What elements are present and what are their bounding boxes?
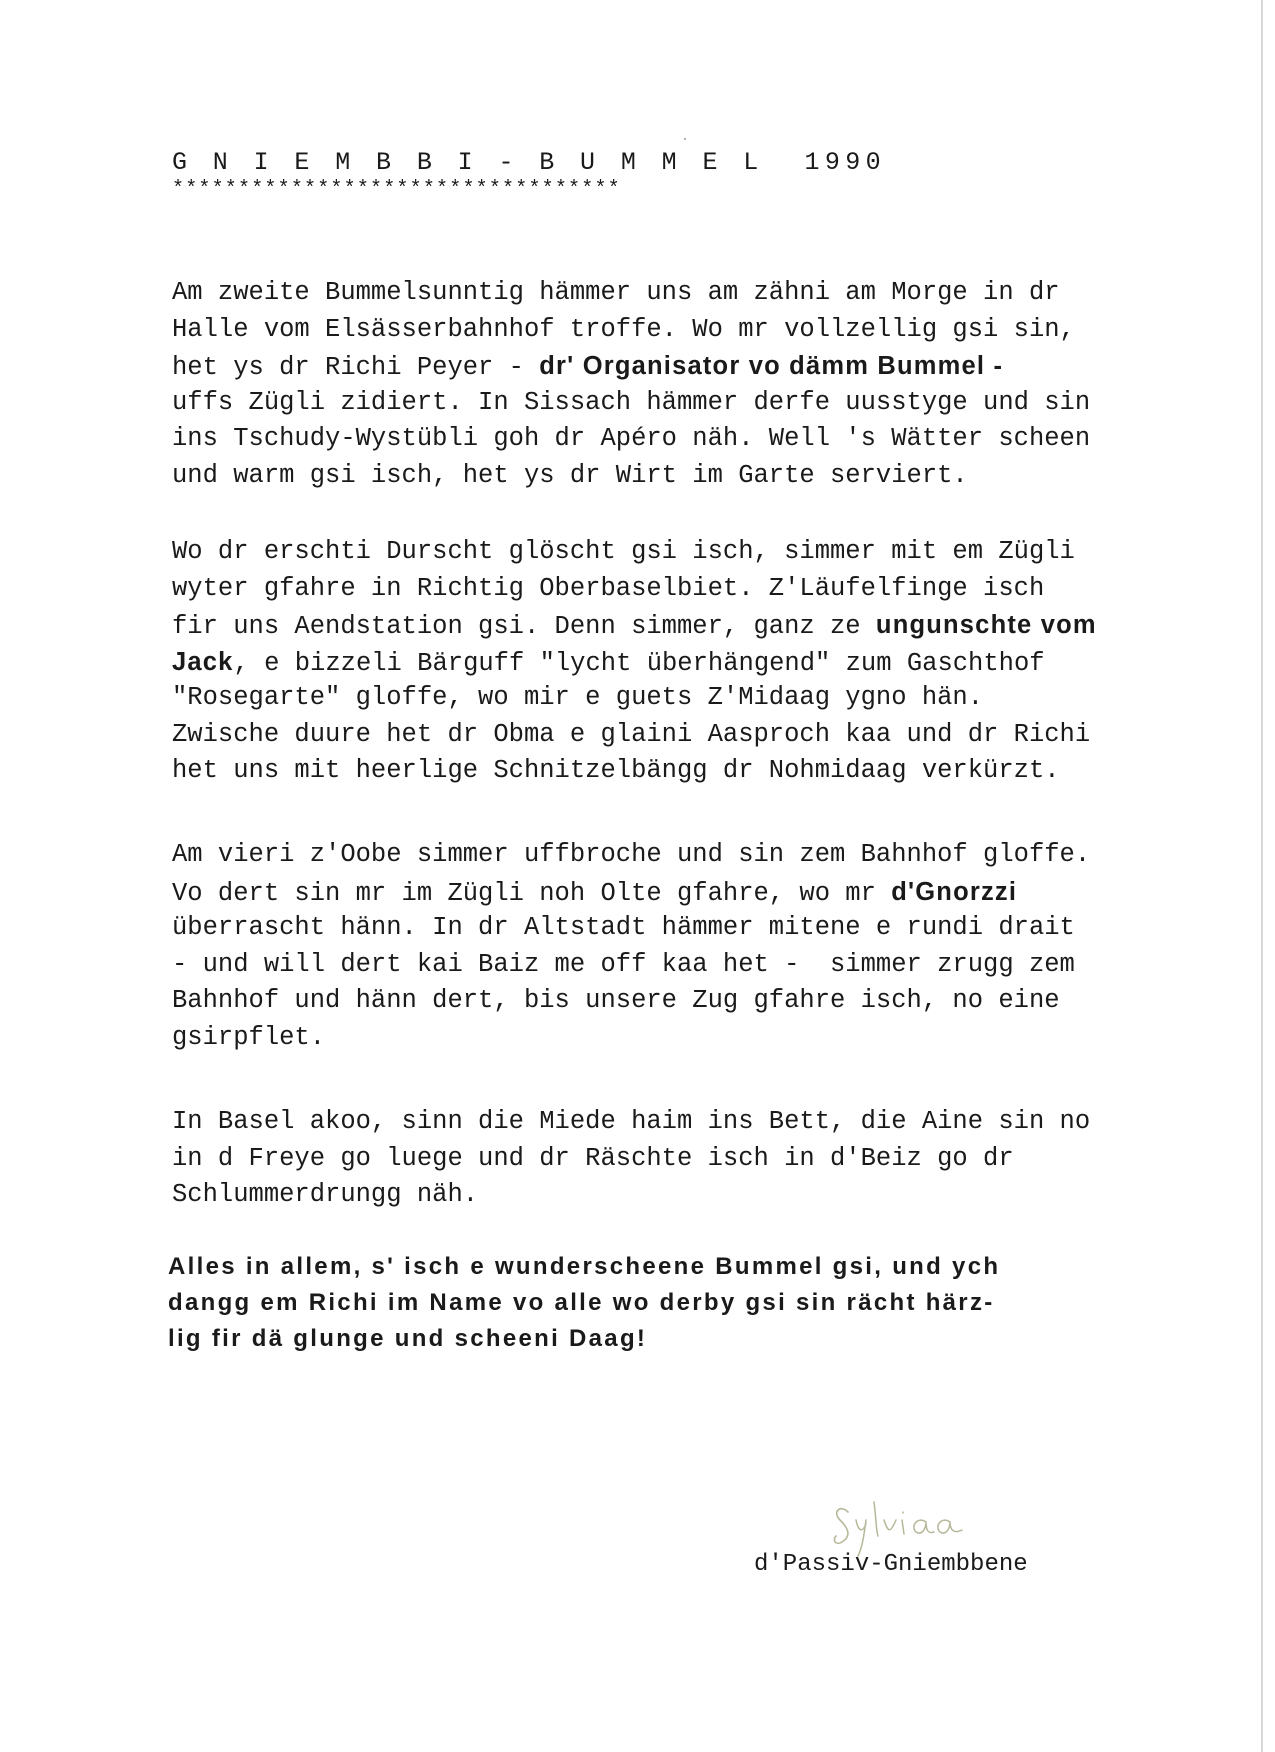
- text-run: - und will dert kai Baiz me off kaa het - simmer zrugg zem: [172, 949, 1075, 979]
- text-run: In Basel akoo, sinn die Miede haim ins Bett, die Aine sin no: [172, 1107, 1091, 1136]
- handwritten-signature: [830, 1490, 970, 1560]
- body-line: [172, 315, 1075, 345]
- text-run: Am vieri z'Oobe simmer uffbroche und sin zem Bahnhof gloffe.: [172, 840, 1091, 869]
- body-line: [172, 574, 1044, 604]
- text-run: in d Freye go luege und dr Räschte isch in d'Beiz go dr: [172, 1143, 1014, 1173]
- paper-speck: [684, 138, 686, 140]
- text-run: Schlummerdrungg näh.: [172, 1180, 479, 1209]
- bold-text-run: d'Gnorzzi: [891, 877, 1018, 906]
- body-line: [172, 1144, 1014, 1174]
- title-underline-stars: **********************************: [172, 178, 621, 201]
- text-run: Am zweite Bummelsunntig hämmer uns am zähni am Morge in dr: [172, 278, 1060, 307]
- text-run: fir uns Aendstation gsi. Denn simmer, ganz ze: [172, 612, 876, 641]
- text-run: "Rosegarte" gloffe, wo mir e guets Z'Midaag ygno hän.: [172, 683, 984, 712]
- body-line: [172, 683, 983, 713]
- body-line: [172, 424, 1090, 454]
- text-run: het uns mit heerlige Schnitzelbängg dr Nohmidaag verkürzt.: [172, 756, 1060, 785]
- text-run: ins Tschudy-Wystübli goh dr Apéro näh. Well 's Wätter scheen: [172, 424, 1091, 453]
- text-run: überrascht hänn. In dr Altstadt hämmer mitene e rundi drait: [172, 913, 1075, 942]
- body-line: [172, 913, 1075, 943]
- body-line: [172, 388, 1090, 418]
- text-run: wyter gfahre in Richtig Oberbaselbiet. Z'Läufelfinge isch: [172, 573, 1045, 603]
- body-line: [172, 756, 1060, 786]
- text-run: Bahnhof und hänn dert, bis unsere Zug gfahre isch, no eine: [172, 986, 1060, 1015]
- body-line: [172, 351, 1003, 383]
- body-line: [172, 537, 1075, 567]
- text-run: het ys dr Richi Peyer -: [172, 353, 540, 382]
- body-line: [172, 461, 968, 491]
- text-run: Wo dr erschti Durscht glöscht gsi isch, simmer mit em Zügli: [172, 537, 1075, 566]
- body-line: [172, 647, 1045, 679]
- text-run: Zwische duure het dr Obma e glaini Aasproch kaa und dr Richi: [172, 719, 1091, 749]
- body-line: [172, 840, 1090, 870]
- body-line: [172, 1023, 325, 1053]
- closing-line: Alles in allem, s' isch e wunderscheene Bummel gsi, und ych: [168, 1253, 1001, 1280]
- closing-line: dangg em Richi im Name vo alle wo derby gsi sin rächt härz-: [168, 1289, 995, 1316]
- text-run: und warm gsi isch, het ys dr Wirt im Garte serviert.: [172, 460, 968, 490]
- bold-text-run: Jack: [172, 647, 234, 676]
- text-run: , e bizzeli Bärguff "lycht überhängend" zum Gaschthof: [233, 648, 1045, 678]
- scan-edge-line: [1261, 0, 1263, 1752]
- body-line: [172, 986, 1060, 1016]
- body-line: [172, 1180, 478, 1210]
- body-line: [172, 877, 1017, 909]
- text-run: Vo dert sin mr im Zügli noh Olte gfahre, wo mr: [172, 878, 892, 908]
- bold-text-run: dr' Organisator vo dämm Bummel -: [539, 352, 1004, 380]
- body-line: [172, 278, 1060, 308]
- text-run: uffs Zügli zidiert. In Sissach hämmer derfe uusstyge und sin: [172, 387, 1091, 417]
- text-run: gsirpflet.: [172, 1022, 326, 1052]
- closing-line: lig fir dä glunge und scheeni Daag!: [168, 1325, 648, 1352]
- body-line: [172, 720, 1090, 750]
- body-line: [172, 610, 1097, 642]
- text-run: Halle vom Elsässerbahnhof troffe. Wo mr vollzellig gsi sin,: [172, 314, 1075, 344]
- body-line: [172, 1107, 1090, 1137]
- body-line: [172, 950, 1075, 980]
- document-title: G N I E M B B I - B U M M E L 1990: [172, 148, 887, 177]
- sender-name: d'Passiv-Gniembbene: [754, 1551, 1028, 1578]
- bold-text-run: ungunschte vom: [875, 611, 1097, 639]
